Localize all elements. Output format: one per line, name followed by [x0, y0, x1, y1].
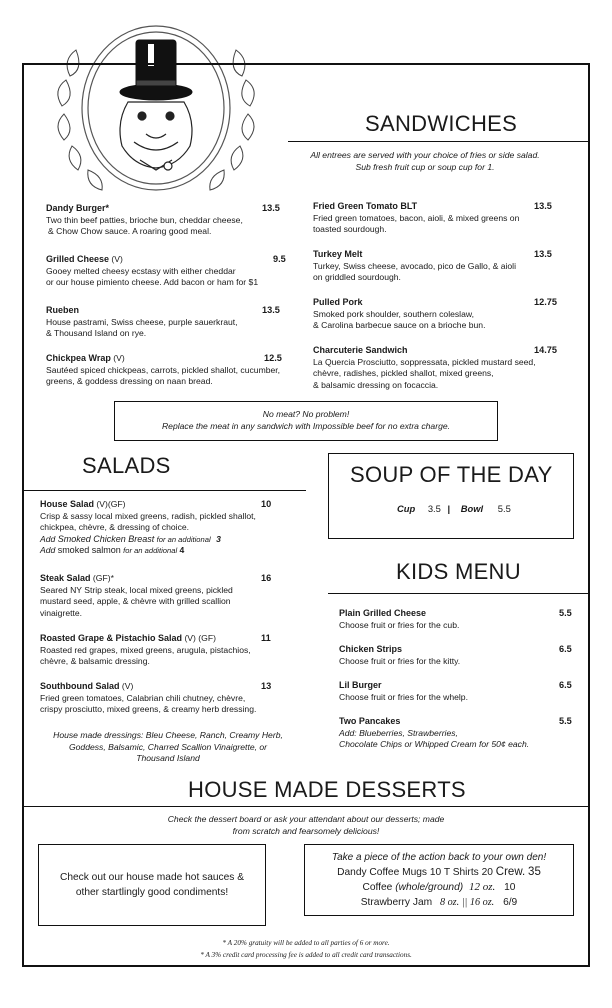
add-salmon-option: Add smoked salmon for an additional 4 — [40, 545, 185, 556]
house-dressings: House made dressings: Bleu Cheese, Ranch, Creamy Herb, Goddess, Balsamic, Charred Scallion Vinaigrette, or Thousand Island — [53, 730, 283, 764]
desserts-rule — [22, 806, 590, 807]
salads-rule — [22, 490, 306, 491]
menu-item-turkey-melt: Turkey Melt 13.5 Turkey, Swiss cheese, avocado, pico de Gallo, & aioli on griddled sourdough. — [313, 249, 552, 283]
merch-row-jam: Strawberry Jam 8 oz. || 16 oz. 6/9 — [360, 897, 518, 908]
footer-notes: * A 20% gratuity will be added to all parties of 6 or more. * A 3% credit card processing fee is added to all credit card transactions. — [200, 939, 412, 959]
menu-item-pulled-pork: Pulled Pork 12.75 Smoked pork shoulder, southern coleslaw, & Carolina barbecue sauce on a brioche bun. — [313, 297, 557, 331]
kids-rule — [328, 593, 590, 594]
soup-prices: Cup 3.5 | Bowl 5.5 — [397, 503, 511, 514]
merch-row-mugs: Dandy Coffee Mugs 10 T Shirts 20 Crew. 35 — [337, 866, 541, 878]
merch-box: Take a piece of the action back to your own den! Dandy Coffee Mugs 10 T Shirts 20 Crew. 35 Coffee (whole/ground) 12 oz. 10 Strawberry Jam 8 oz. || 16 oz. 6/9 — [304, 844, 574, 916]
kids-item-two-pancakes: Two Pancakes 5.5 Add: Blueberries, Strawberries, Chocolate Chips or Whipped Cream for 50¢ each. — [339, 716, 572, 750]
menu-item-roasted-grape-salad: Roasted Grape & Pistachio Salad (V) (GF) 11 Roasted red grapes, mixed greens, arugula, pistachios, chèvre, & balsamic dressing. — [40, 633, 271, 667]
desserts-title: HOUSE MADE DESSERTS — [188, 777, 466, 802]
sandwiches-rule — [288, 141, 590, 142]
menu-item-dandy-burger: Dandy Burger* 13.5 Two thin beef patties, brioche bun, cheddar cheese, & Chow Chow sauce. A roaring good meal. — [46, 203, 280, 237]
menu-item-house-salad: House Salad (V)(GF) 10 Crisp & sassy local mixed greens, radish, pickled shallot, chickpea, chèvre, & dressing of choice. Add Smoked Chicken Breast for an additional 3 Add smoked salmon for an additional 4 — [40, 499, 310, 557]
menu-item-grilled-cheese: Grilled Cheese (V) 9.5 Gooey melted cheesy ecstasy with either cheddar or our house pimiento cheese. Add bacon or ham for $1 — [46, 254, 286, 288]
desserts-note: Check the dessert board or ask your attendant about our desserts; made from scratch and fearsomely delicious! — [167, 814, 445, 836]
meat-substitute-note: No meat? No problem! Replace the meat in any sandwich with Impossible beef for no extra charge. — [114, 401, 498, 441]
merch-row-coffee: Coffee (whole/ground) 12 oz. 10 — [362, 881, 516, 893]
menu-item-chickpea-wrap: Chickpea Wrap (V) 12.5 Sautéed spiced chickpeas, carrots, pickled shallot, cucumber, greens, & goddess dressing on naan bread. — [46, 353, 282, 387]
salads-title: SALADS — [82, 453, 171, 478]
sandwiches-title: SANDWICHES — [365, 111, 518, 136]
hot-sauces-box: Check out our house made hot sauces & other startlingly good condiments! — [38, 844, 266, 926]
kids-item-chicken-strips: Chicken Strips 6.5 Choose fruit or fries for the kitty. — [339, 644, 572, 666]
menu-item-fried-green-tomato-blt: Fried Green Tomato BLT 13.5 Fried green tomatoes, bacon, aioli, & mixed greens on toasted sourdough. — [313, 201, 552, 235]
add-chicken-option: Add Smoked Chicken Breast for an additional 3 — [40, 533, 221, 544]
menu-item-southbound-salad: Southbound Salad (V) 13 Fried green tomatoes, Calabrian chili chutney, chèvre, crispy prosciutto, mixed greens, & creamy herb dressing. — [40, 681, 272, 715]
sandwiches-note: All entrees are served with your choice of fries or side salad. Sub fresh fruit cup or soup cup for 1. — [310, 150, 540, 172]
soup-title: SOUP OF THE DAY — [350, 462, 553, 487]
menu-item-rueben: Rueben 13.5 House pastrami, Swiss cheese, purple sauerkraut, & Thousand Island on rye. — [46, 305, 280, 339]
kids-title: KIDS MENU — [396, 559, 521, 584]
menu-item-steak-salad: Steak Salad (GF)* 16 Seared NY Strip steak, local mixed greens, pickled mustard seed, apple, & chèvre with grilled scallion vinaigrette. — [40, 573, 272, 618]
menu-item-charcuterie-sandwich: Charcuterie Sandwich 14.75 La Quercia Prosciutto, soppressata, pickled mustard seed, chèvre, radishes, pickled shallot, mixed greens, & balsamic dressing on focaccia. — [313, 345, 557, 390]
kids-item-plain-grilled-cheese: Plain Grilled Cheese 5.5 Choose fruit or fries for the cub. — [339, 608, 572, 630]
kids-item-lil-burger: Lil Burger 6.5 Choose fruit or fries for the whelp. — [339, 680, 572, 702]
